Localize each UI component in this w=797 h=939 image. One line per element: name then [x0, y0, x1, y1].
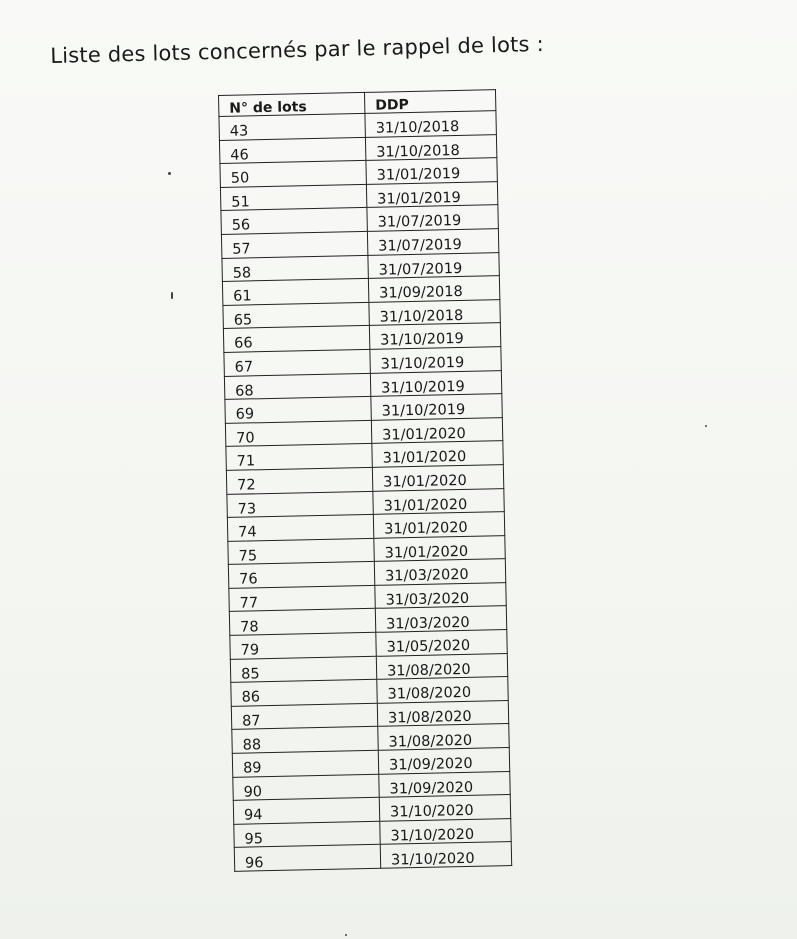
scan-speck [171, 292, 173, 299]
ddp-date-cell: 31/08/2020 [376, 653, 507, 679]
ddp-date-cell: 31/09/2020 [378, 748, 509, 774]
lot-number-cell: 90 [233, 774, 379, 801]
ddp-date-cell: 31/08/2020 [377, 677, 508, 703]
lot-number-cell: 78 [229, 609, 375, 636]
lot-number-cell: 75 [228, 538, 374, 565]
ddp-date-cell: 31/10/2018 [369, 299, 500, 325]
ddp-date-cell: 31/01/2020 [372, 465, 503, 491]
ddp-date-cell: 31/10/2020 [379, 795, 510, 821]
lot-number-cell: 66 [223, 326, 369, 353]
ddp-date-cell: 31/07/2019 [367, 229, 498, 255]
ddp-date-cell: 31/03/2020 [374, 559, 505, 585]
lots-table [218, 89, 512, 872]
ddp-date-cell: 31/01/2020 [374, 535, 505, 561]
scan-speck [168, 172, 171, 175]
lot-number-cell: 67 [224, 349, 370, 376]
ddp-date-cell: 31/03/2020 [375, 582, 506, 608]
lot-number-cell: 74 [227, 514, 373, 541]
ddp-date-cell: 31/05/2020 [376, 630, 507, 656]
lot-number-cell: 50 [220, 161, 366, 188]
scan-speck [705, 425, 707, 427]
lot-number-cell: 89 [232, 750, 378, 777]
lot-number-cell: 58 [222, 255, 368, 282]
lot-number-cell: 51 [220, 184, 366, 211]
ddp-date-cell: 31/01/2020 [373, 512, 504, 538]
ddp-date-cell: 31/10/2019 [371, 394, 502, 420]
ddp-date-cell: 31/10/2019 [369, 323, 500, 349]
header-ddp: DDP [364, 90, 495, 114]
ddp-date-cell: 31/01/2019 [366, 181, 497, 207]
table-row [234, 842, 511, 871]
lot-number-cell: 68 [224, 373, 370, 400]
document-title: Liste des lots concernés par le rappel de lots : [50, 31, 545, 68]
lot-number-cell: 87 [231, 703, 377, 730]
lot-number-cell: 77 [229, 585, 375, 612]
lot-number-cell: 94 [233, 797, 379, 824]
lot-number-cell: 79 [230, 632, 376, 659]
lot-number-cell: 96 [234, 845, 380, 872]
ddp-date-cell: 31/07/2019 [367, 205, 498, 231]
ddp-date-cell: 31/10/2018 [365, 134, 496, 160]
lots-table-body [219, 111, 512, 872]
lot-number-cell: 69 [225, 396, 371, 423]
lot-number-cell: 76 [228, 562, 374, 589]
header-lot-number: N° de lots [219, 92, 365, 116]
lot-number-cell: 72 [226, 467, 372, 494]
lot-number-cell: 95 [234, 821, 380, 848]
lot-number-cell: 61 [222, 279, 368, 306]
lot-number-cell: 57 [221, 231, 367, 258]
lot-number-cell: 65 [223, 302, 369, 329]
lot-number-cell: 56 [221, 208, 367, 235]
lot-number-cell: 86 [231, 680, 377, 707]
ddp-date-cell: 31/08/2020 [378, 724, 509, 750]
ddp-date-cell: 31/10/2019 [370, 347, 501, 373]
scan-speck [345, 934, 347, 936]
lot-number-cell: 85 [230, 656, 376, 683]
lot-number-cell: 71 [226, 444, 372, 471]
ddp-date-cell: 31/07/2019 [368, 252, 499, 278]
ddp-date-cell: 31/01/2019 [366, 158, 497, 184]
ddp-date-cell: 31/10/2019 [370, 370, 501, 396]
ddp-date-cell: 31/10/2020 [380, 818, 511, 844]
ddp-date-cell: 31/01/2020 [372, 441, 503, 467]
lots-table-container [218, 89, 534, 872]
ddp-date-cell: 31/09/2018 [368, 276, 499, 302]
ddp-date-cell: 31/10/2018 [365, 111, 496, 137]
ddp-date-cell: 31/01/2020 [373, 488, 504, 514]
lot-number-cell: 88 [232, 727, 378, 754]
lot-number-cell: 46 [219, 137, 365, 164]
ddp-date-cell: 31/09/2020 [379, 771, 510, 797]
lot-number-cell: 43 [219, 113, 365, 140]
lot-number-cell: 70 [225, 420, 371, 447]
lot-number-cell: 73 [227, 491, 373, 518]
ddp-date-cell: 31/08/2020 [377, 700, 508, 726]
ddp-date-cell: 31/10/2020 [380, 842, 511, 868]
ddp-date-cell: 31/03/2020 [375, 606, 506, 632]
ddp-date-cell: 31/01/2020 [371, 417, 502, 443]
